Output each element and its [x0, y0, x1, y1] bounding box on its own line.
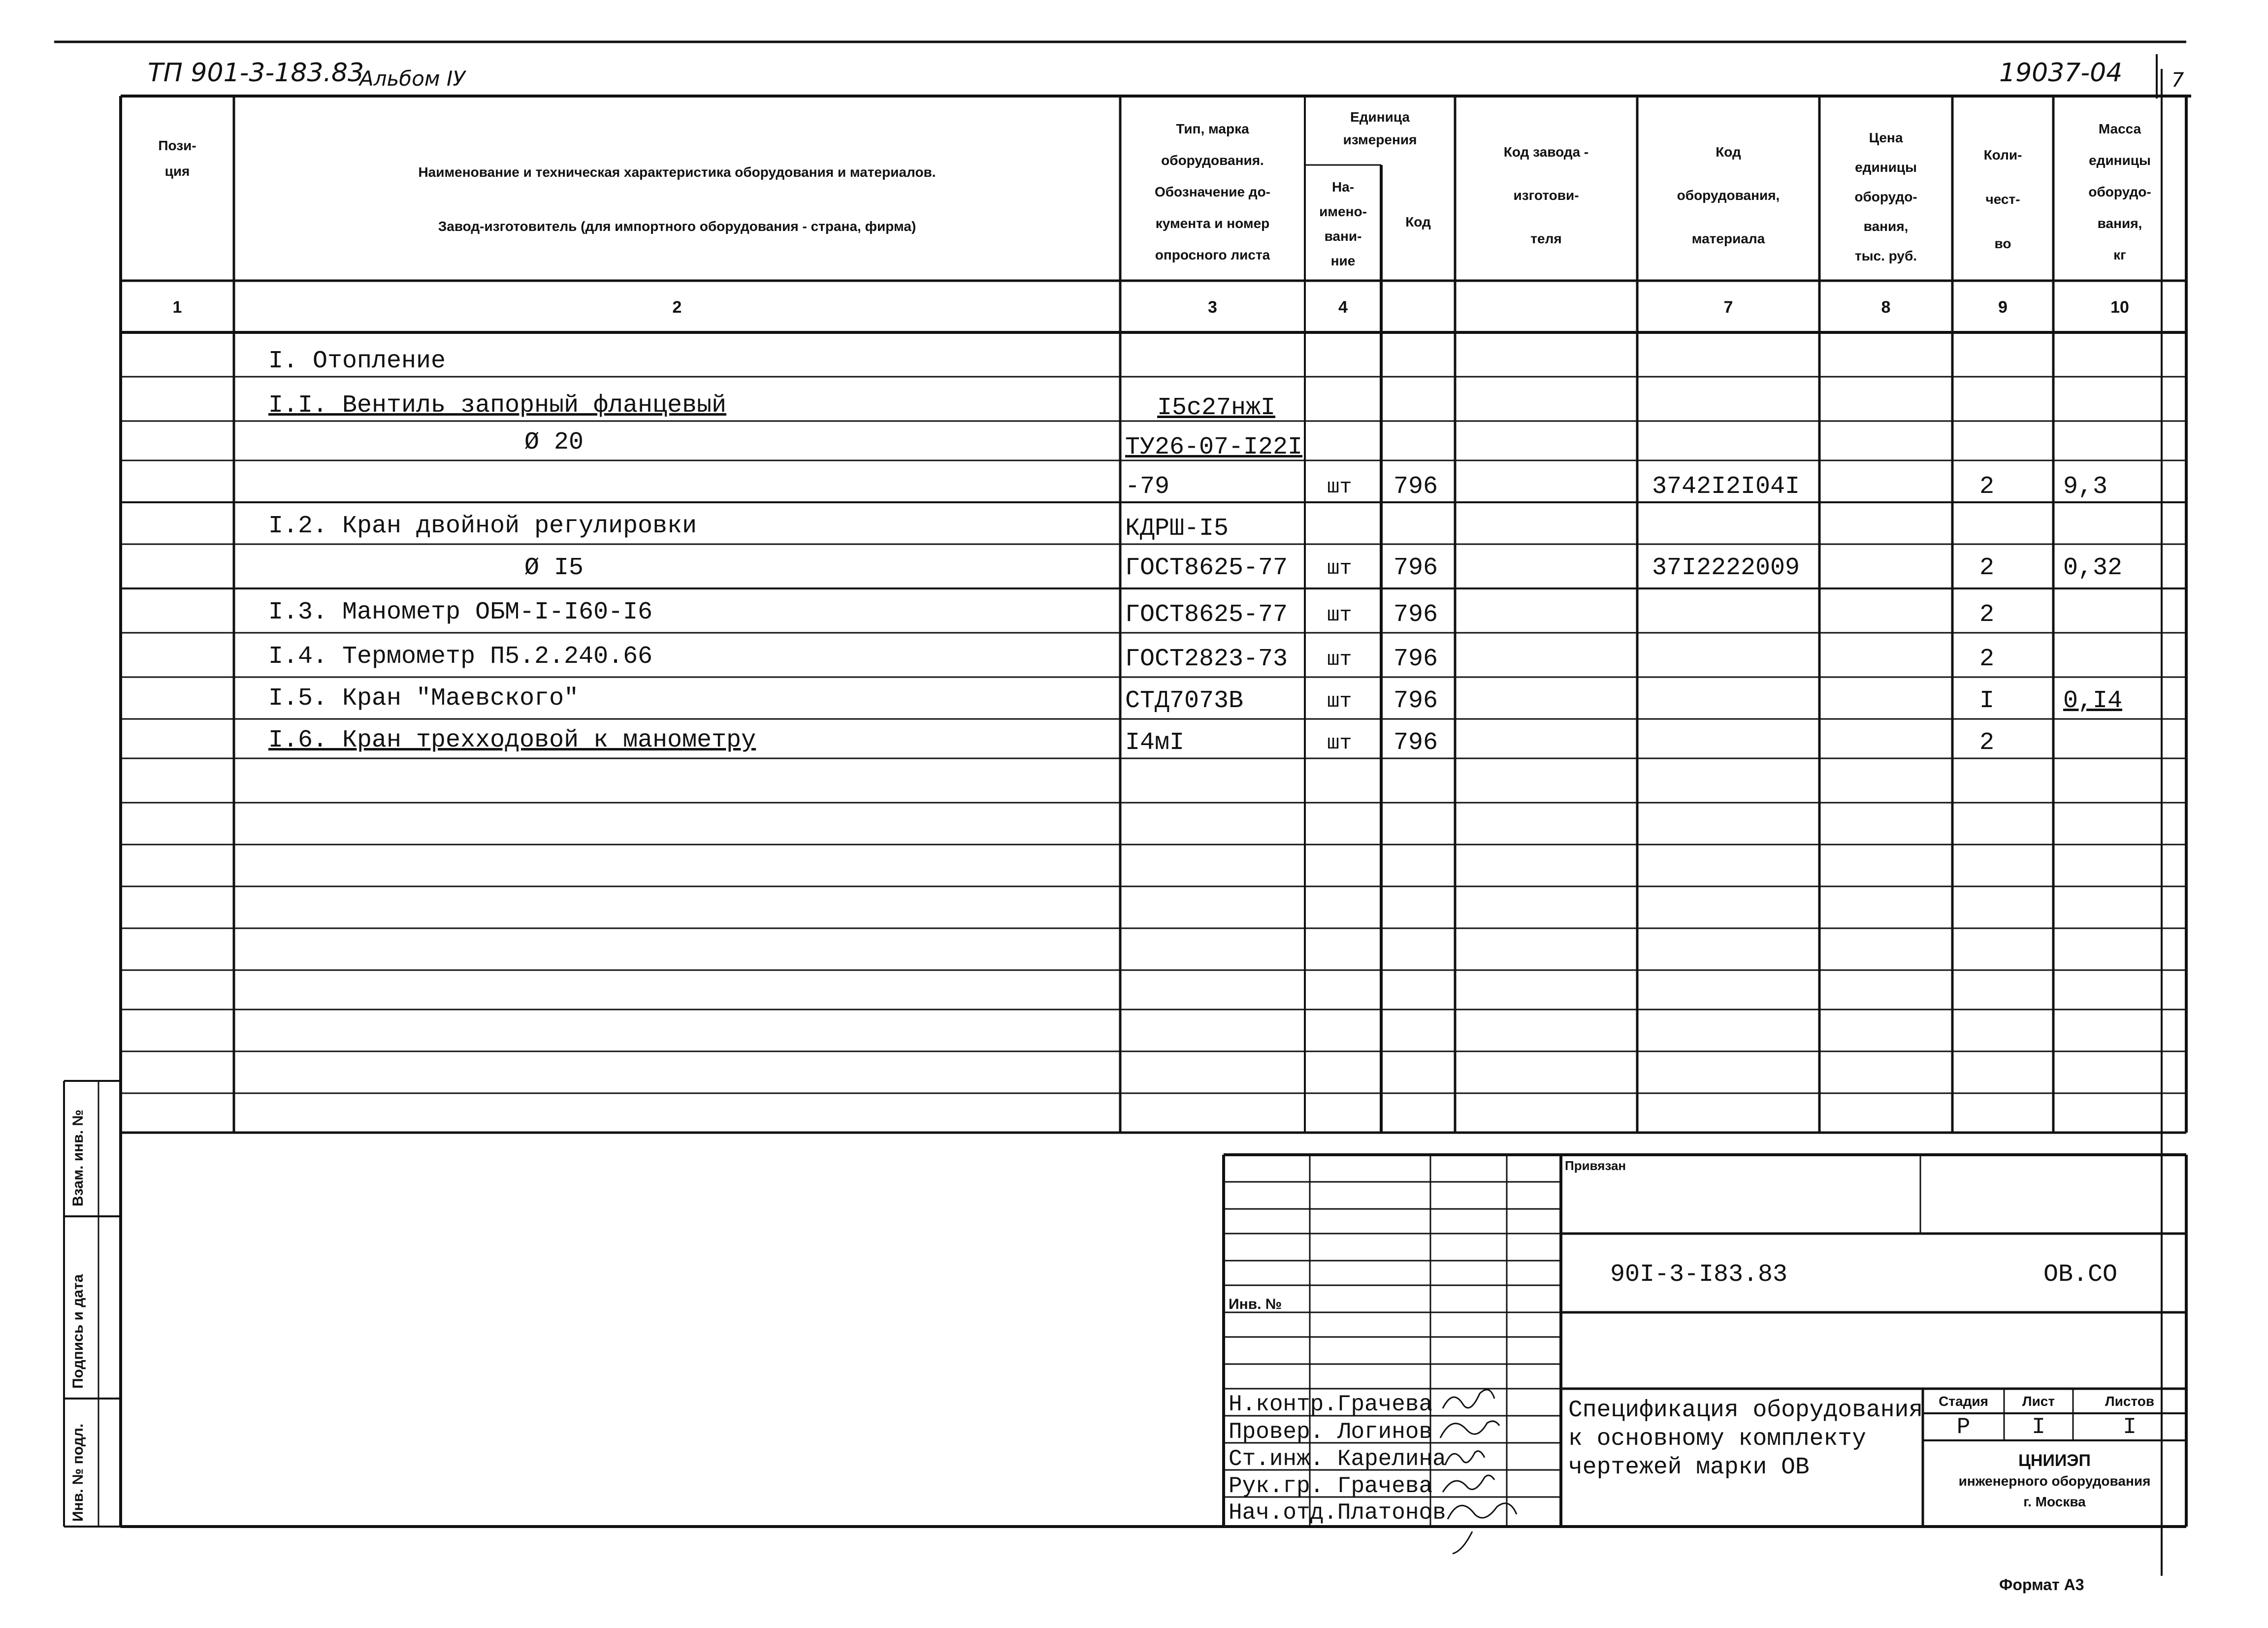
item-type: I4мI	[1125, 729, 1185, 757]
signer-row: Н.контр.Грачева	[1229, 1392, 1433, 1417]
side-stamp-replaced-inv: Взам. инв. №	[70, 1109, 86, 1206]
col-number: 10	[2110, 298, 2129, 317]
item-name: I.3. Манометр ОБМ-I-I60-I6	[268, 598, 653, 626]
col-number: 1	[172, 298, 182, 317]
item-equipment-code: 37I2222009	[1652, 554, 1800, 582]
item-type: -79	[1125, 473, 1170, 501]
item-name: Ø 20	[524, 428, 584, 456]
col-unit-code-header: Код	[1405, 214, 1431, 229]
item-equipment-code: 3742I2I04I	[1652, 473, 1800, 501]
item-name: I.2. Кран двойной регулировки	[268, 512, 697, 540]
item-name: I.5. Кран "Маевского"	[268, 684, 579, 713]
col-number: 9	[1998, 298, 2008, 317]
project-code: ТП 901-3-183.83	[148, 58, 364, 88]
item-name: I.4. Термометр П5.2.240.66	[268, 643, 653, 671]
item-unit-code: 796	[1393, 687, 1438, 715]
signature-1	[1443, 1390, 1494, 1408]
signature-4	[1443, 1475, 1494, 1492]
side-stamp-inv-original: Инв. № подл.	[70, 1423, 86, 1522]
item-type: ГОСТ2823-73	[1125, 645, 1288, 673]
item-unit: шт	[1327, 731, 1352, 755]
col-number: 8	[1881, 298, 1891, 317]
sheet-value: I	[2032, 1414, 2045, 1440]
item-unit-code: 796	[1393, 645, 1438, 673]
signer-row: Провер. Логинов	[1229, 1419, 1433, 1445]
item-mass: 0,I4	[2063, 687, 2123, 715]
item-quantity: 2	[1979, 601, 1995, 629]
col-plant-code-header: Код завода - изготови- теля	[1503, 144, 1589, 246]
item-quantity: 2	[1979, 473, 1995, 501]
document-code: 90I-3-I83.83	[1610, 1261, 1788, 1289]
linked-label: Привязан	[1565, 1158, 1626, 1173]
item-quantity: 2	[1979, 554, 1995, 582]
stage-label: Стадия	[1939, 1394, 1988, 1409]
item-unit-code: 796	[1393, 729, 1438, 757]
item-unit-code: 796	[1393, 473, 1438, 501]
item-type: ГОСТ8625-77	[1125, 601, 1288, 629]
item-type: ТУ26-07-I22I	[1125, 433, 1303, 461]
col-quantity-header: Коли- чест- во	[1983, 147, 2022, 251]
item-unit: шт	[1327, 556, 1352, 580]
col-name-header: Наименование и техническая характеристика оборудования и материалов. Завод-изготовитель (для импортного оборудования - страна, фирма)	[418, 164, 936, 234]
item-name: I.I. Вентиль запорный фланцевый	[268, 391, 727, 420]
col-equipment-code-header: Код оборудования, материала	[1677, 144, 1780, 246]
item-unit: шт	[1327, 475, 1352, 499]
item-quantity: 2	[1979, 645, 1995, 673]
col-unit-name-header: На- имено- вани- ние	[1319, 179, 1367, 268]
signature-3	[1445, 1451, 1485, 1465]
sheets-value: I	[2123, 1414, 2137, 1440]
item-unit: шт	[1327, 648, 1352, 671]
item-type: ГОСТ8625-77	[1125, 554, 1288, 582]
format-label: Формат А3	[1999, 1576, 2084, 1594]
col-number: 2	[672, 298, 682, 317]
album-label: Альбом IУ	[359, 66, 465, 91]
sheets-label: Листов	[2105, 1394, 2155, 1409]
item-name: I. Отопление	[268, 347, 446, 375]
col-unit-group-header: Единица измерения	[1343, 109, 1417, 147]
item-type: СТД7073В	[1125, 687, 1244, 715]
document-title: Спецификация оборудования к основному комплекту чертежей марки ОВ	[1568, 1397, 1923, 1481]
document-mark: ОВ.СО	[2043, 1261, 2118, 1289]
signer-row: Нач.отд.Платонов	[1229, 1500, 1446, 1526]
item-name: Ø I5	[524, 554, 584, 582]
item-unit: шт	[1327, 603, 1352, 627]
signer-row: Ст.инж. Карелина	[1229, 1446, 1446, 1472]
item-mass: 9,3	[2063, 473, 2108, 501]
item-mass: 0,32	[2063, 554, 2123, 582]
col-position-header: Пози- ция	[158, 138, 196, 179]
item-quantity: I	[1979, 687, 1995, 715]
page-mark: 7	[2171, 69, 2184, 92]
col-mass-header: Масса единицы оборудо- вания, кг	[2088, 121, 2151, 262]
col-number: 3	[1208, 298, 1217, 317]
sheet-label: Лист	[2022, 1394, 2055, 1409]
col-number: 7	[1723, 298, 1733, 317]
side-stamp-signature-date: Подпись и дата	[70, 1274, 86, 1389]
item-quantity: 2	[1979, 729, 1995, 757]
item-unit: шт	[1327, 689, 1352, 713]
stage-value: Р	[1956, 1414, 1971, 1440]
item-unit-code: 796	[1393, 554, 1438, 582]
item-type: КДРШ-I5	[1125, 515, 1229, 543]
col-type-header: Тип, марка оборудования. Обозначение до- кумента и номер опросного листа	[1154, 121, 1271, 262]
inventory-number: 19037-04	[1999, 58, 2123, 88]
item-type: I5с27нжI	[1157, 394, 1276, 422]
organization: ЦНИИЭП инженерного оборудования г. Москва	[1958, 1451, 2151, 1509]
item-name: I.6. Кран трехходовой к манометру	[268, 726, 756, 754]
signature-2	[1440, 1421, 1499, 1438]
signer-row: Рук.гр. Грачева	[1229, 1473, 1433, 1499]
col-number: 4	[1338, 298, 1348, 317]
inv-number-label: Инв. №	[1229, 1296, 1282, 1312]
item-unit-code: 796	[1393, 601, 1438, 629]
col-price-header: Цена единицы оборудо- вания, тыс. руб.	[1854, 130, 1917, 263]
